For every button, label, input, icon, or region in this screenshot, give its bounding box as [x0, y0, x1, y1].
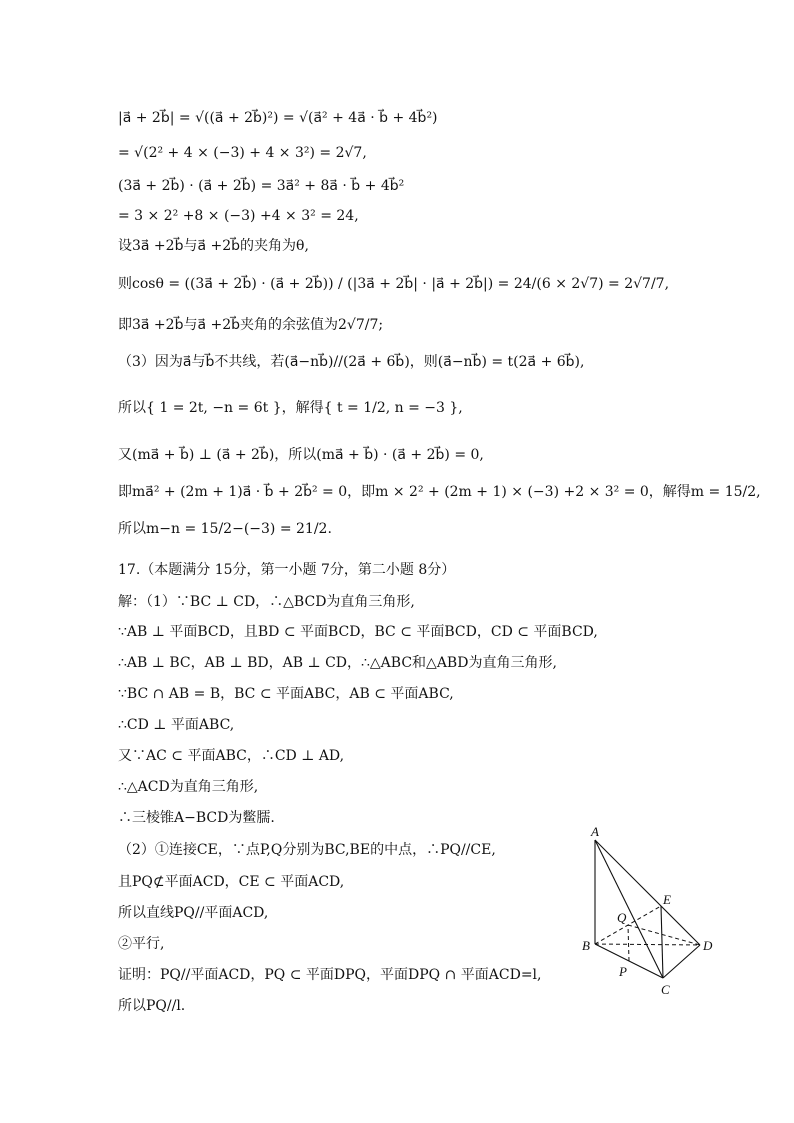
- segment-ce: [661, 906, 663, 978]
- label-c: C: [661, 982, 670, 997]
- solution-line-22: （2）①连接CE，∵点P,Q分别为BC,BE的中点，∴PQ//CE,: [118, 842, 496, 858]
- solution-line-10: 又(ma⃗ + b⃗) ⊥ (a⃗ + 2b⃗)，所以(ma⃗ + b⃗) · (a⃗ + 2b⃗) = 0,: [118, 447, 484, 463]
- solution-line-5: 设3a⃗ +2b⃗与a⃗ +2b⃗的夹角为θ,: [118, 238, 309, 254]
- solution-line-11: 即ma⃗² + (2m + 1)a⃗ · b⃗ + 2b⃗² = 0，即m × 2² + (2m + 1) × (−3) +2 × 3² = 0，解得m = 15/2,: [118, 484, 761, 500]
- label-b: B: [582, 938, 590, 953]
- label-q: Q: [617, 910, 627, 925]
- solution-line-17: ∵BC ∩ AB = B，BC ⊂ 平面ABC，AB ⊂ 平面ABC,: [118, 686, 454, 702]
- edge-bd: [595, 944, 700, 945]
- solution-line-15: ∵AB ⊥ 平面BCD，且BD ⊂ 平面BCD，BC ⊂ 平面BCD，CD ⊂ 平面BCD,: [118, 624, 598, 640]
- solution-line-1: |a⃗ + 2b⃗| = √((a⃗ + 2b⃗)²) = √(a⃗² + 4a⃗ · b⃗ + 4b⃗²): [118, 110, 438, 126]
- solution-line-27: 所以PQ//l.: [118, 998, 186, 1014]
- solution-line-26: 证明：PQ//平面ACD，PQ ⊂ 平面DPQ，平面DPQ ∩ 平面ACD=l,: [118, 967, 542, 983]
- solution-line-16: ∴AB ⊥ BC，AB ⊥ BD，AB ⊥ CD，∴△ABC和△ABD为直角三角形,: [118, 655, 557, 671]
- label-a: A: [591, 824, 599, 839]
- solution-line-3: (3a⃗ + 2b⃗) · (a⃗ + 2b⃗) = 3a⃗² + 8a⃗ · b⃗ + 4b⃗²: [118, 178, 405, 194]
- solution-line-23: 且PQ⊄平面ACD，CE ⊂ 平面ACD,: [118, 874, 345, 890]
- label-d: D: [703, 938, 713, 953]
- solution-line-19: 又∵AC ⊂ 平面ABC，∴CD ⊥ AD,: [118, 748, 345, 764]
- solution-line-20: ∴△ACD为直角三角形,: [118, 779, 259, 795]
- solution-line-7: 即3a⃗ +2b⃗与a⃗ +2b⃗夹角的余弦值为2√7/7;: [118, 317, 384, 333]
- solution-line-24: 所以直线PQ//平面ACD,: [118, 905, 269, 921]
- solution-line-18: ∴CD ⊥ 平面ABC,: [118, 717, 235, 733]
- solution-line-6: 则cosθ = ((3a⃗ + 2b⃗) · (a⃗ + 2b⃗)) / (|3a⃗ + 2b⃗| · |a⃗ + 2b⃗|) = 24/(6 × 2√7) = 2√7/7,: [118, 276, 670, 292]
- label-e: E: [663, 892, 671, 907]
- solution-line-12: 所以m−n = 15/2−(−3) = 21/2.: [118, 521, 332, 537]
- segment-pq: [628, 925, 629, 961]
- edge-ad: [595, 840, 700, 945]
- edge-cd: [663, 945, 700, 978]
- tetrahedron-figure: [570, 820, 730, 1000]
- problem-17-header: 17.（本题满分 15分，第一小题 7分，第二小题 8分）: [118, 562, 456, 578]
- label-p: P: [619, 964, 627, 979]
- solution-line-9: 所以{ 1 = 2t, −n = 6t }，解得{ t = 1/2, n = −3 },: [118, 400, 463, 416]
- solution-line-14: 解：（1）∵BC ⊥ CD，∴△BCD为直角三角形,: [118, 594, 415, 610]
- solution-line-21: ∴三棱锥A−BCD为鳖臑.: [118, 810, 275, 826]
- solution-line-4: = 3 × 2² +8 × (−3) +4 × 3² = 24,: [118, 208, 359, 224]
- solution-line-8: （3）因为a⃗与b⃗不共线，若(a⃗−nb⃗)//(2a⃗ + 6b⃗)，则(a⃗−nb⃗) = t(2a⃗ + 6b⃗),: [118, 354, 585, 370]
- solution-line-25: ②平行,: [118, 936, 165, 952]
- solution-line-2: = √(2² + 4 × (−3) + 4 × 3²) = 2√7,: [118, 145, 367, 161]
